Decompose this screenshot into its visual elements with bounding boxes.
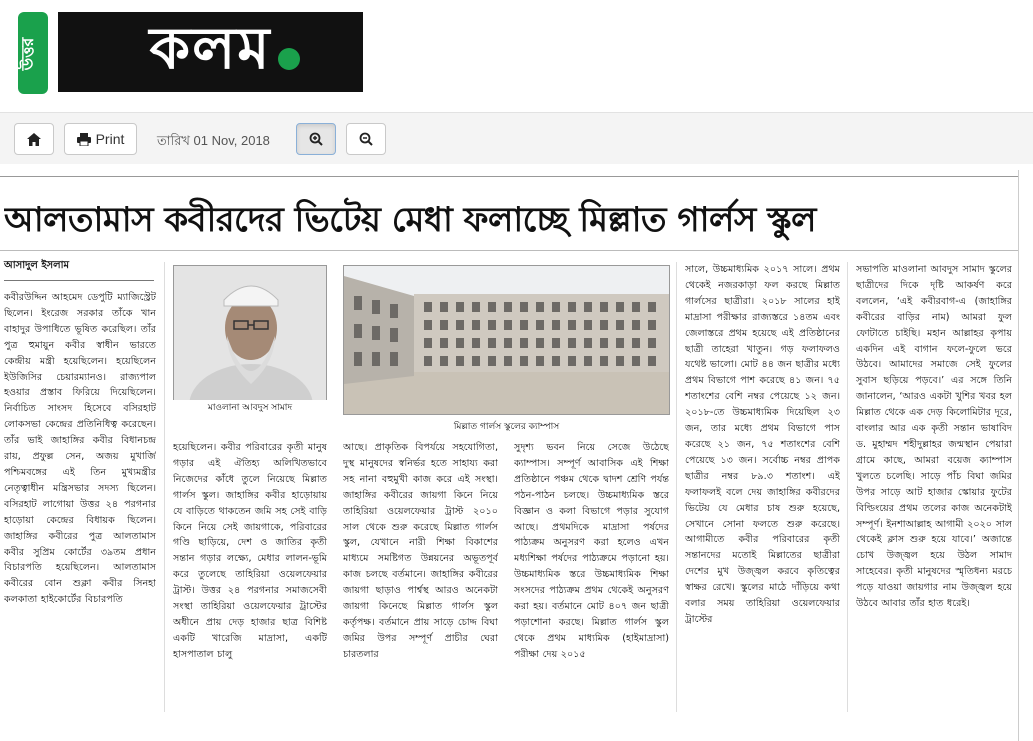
- article-column-2: হয়েছিলেন। কবীর পরিবারের কৃতী মানুষ গড়ার এই ঐতিহ্য অলিখিতভাবে নিজেদের কাঁধে তুলে নিয়েছে মিল্লাত গার্লস স্কুল। জাহাঙ্গির কবীর হাড়োয়ায় যে বাড়িতে থাকতেন জমি সহ সেই বাড়ি কিনে নিয়ে সেই জায়গাকে, পরিবারের গণ্ডি ছাড়িয়ে, দেশ ও জাতির কৃতী সন্তান গড়ার লক্ষ্যে, মেধার লালন-ভূমি করে তুলেছে তাহিরিয়া ওয়েলফেয়ার ট্রাস্ট। উত্তর ২৪ পরগনার সমাজসেবী সংস্থা তাহিরিয়া ওয়েলফেয়ার ট্রাস্টের অধীনে প্রায় দেড় হাজার ছাত্র বিশিষ্ট একটি খারেজি মাদ্রাসা, একটি হাসপাতাল চালু: [173, 442, 327, 660]
- article-headline: আলতামাস কবীরদের ভিটেয় মেধা ফলাচ্ছে মিল্লাত গার্লস স্কুল: [4, 200, 816, 240]
- page-top-rule: [0, 176, 1033, 177]
- campus-illustration: [344, 266, 670, 415]
- article-byline: আসাদুল ইসলাম: [4, 260, 70, 271]
- home-icon: [27, 133, 41, 146]
- masthead: [0, 0, 1033, 112]
- viewer-toolbar: [0, 112, 1033, 166]
- portrait-caption: মাওলানা আবদুস সামাদ: [173, 400, 327, 414]
- byline-rule: [4, 280, 154, 281]
- column-divider: [676, 262, 677, 712]
- portrait-photo: [173, 265, 327, 410]
- article-column-5: সালে, উচ্চমাধ্যমিক ২০১৭ সালে। প্রথম থেকেই নজরকাড়া ফল করছে মিল্লাত গার্লসের ছাত্রীরা। ২০১৮ সালের হাই মাদ্রাসা পরীক্ষার রাজ্যস্তরে ১৪তম এবং জেলাস্তরে প্রথম হয়েছে এই প্রতিষ্ঠানের ছাত্রী তাহেরা খাতুন। গড় ফলাফলও যথেষ্ট ভালো। মোট ৪৪ জন ছাত্রীর মধ্যে প্রথম বিভাগে পাশ করেছে ৪১ জন। ৭৫ শতাংশের বেশি নম্বর পেয়েছে ১২ জন। ২০১৮-তে উচ্চমাধ্যমিক দিয়েছিল ২৩ জন, তার মধ্যে প্রথম বিভাগে পাস করেছে ২১ জন, ৭৫ শতাংশের বেশি পেয়েছে ১৩ জন। সর্বোচ্চ নম্বর প্রাপক ছাত্রীর নম্বর ৮৯.৩ শতাংশ। এই ফলাফলই বলে দেয় জাহাঙ্গির কবীরদের ভিটেয় যে মেধার চাষ শুরু হয়েছে, সেখানে সোনা ফলতে শুরু করেছে। আগামীতে কবীর পরিবারের কৃতী সন্তানদের মতোই মিল্লাতের ছাত্রীরা দেশের মুখ উজ্জ্বল করবে কৃতিত্বের স্বাক্ষর রেখে। স্কুলের মাঠে দাঁড়িয়ে কথা বলার সময় তাহিরিয়া ওয়েলফেয়ার ট্রাস্টের: [685, 264, 840, 625]
- zoom-out-icon: [359, 132, 373, 146]
- column-divider: [164, 262, 165, 712]
- article-column-3: আছে। প্রাকৃতিক বিপর্যয়ে সহযোগিতা, দুস্থ মানুষদের স্বনির্ভর হতে সাহায্য করা সহ নানা বহুমুখী কাজ করে এই সংস্থা। জাহাঙ্গির কবীরের জায়গা কিনে নিয়ে তাহিরিয়া ওয়েলফেয়ার ট্রাস্ট ২০১০ সাল থেকে শুরু করেছে মিল্লাত গার্লস স্কুল, যেখানে নারী শিক্ষা বিকাশের মাধ্যমে সমষ্টিগত উন্নয়নের অভূতপূর্ব কাজ চলছে বর্তমানে। জাহাঙ্গির কবীরের জায়গা ছাড়াও পার্শ্বস্থ আরও অনেকটা জায়গা কিনেছে মিল্লাত গার্লস স্কুল কর্তৃপক্ষ। বর্তমানে প্রায় সাড়ে চোদ্দ বিঘা জমির উপর সম্পূর্ণ প্রাচীর ঘেরা চারতলার: [343, 442, 498, 660]
- zoom-out-button[interactable]: [346, 123, 386, 155]
- issue-date: তারিখ 01 Nov, 2018: [157, 133, 270, 148]
- article-column-6: সভাপতি মাওলানা আবদুস সামাদ স্কুলের ছাত্রীদের দিকে দৃষ্টি আকর্ষণ করে বললেন, ‘এই কবীরবাগ-এ (জাহাঙ্গির কবীরের বাড়ির নাম) আমরা ফুল ফোটাতে চাইছি। মহান আল্লাহর কৃপায় একদিন এই বাগান ফলে-ফুলে ভরে উঠবে। আমাদের সমাজে সেই ফুলের সুবাস ছড়িয়ে পড়বে।’ এর সঙ্গে তিনি জানালেন, ‘আরও একটা খুশির খবর হল মিল্লাত থেকে এক দেড় কিলোমিটার দূরে, বাংলার আর এক কৃতী সন্তান ভাষাবিদ ড. মুহাম্মদ শহীদুল্লাহর জন্মস্থান পেয়ারা গ্রামে কাছে, আমরা বয়েজ ক্যাম্পাস খুলতে চলেছি। সাড়ে পাঁচ বিঘা জমির উপর সাড়ে আট হাজার স্কোয়ার ফুটের বিল্ডিংয়ের প্রথম তলের কাজ অনেকটাই সম্পূর্ণ। ইনশাআল্লাহ আগামী ২০২০ সাল থেকেই ক্লাস শুরু হয়ে যাবে।’ অজান্তে চোখ উজ্জ্বল হয়ে উঠল সামাদ সাহেবের। কৃতী মানুষদের স্মৃতিধন্য মরচে পড়ে যাওয়া জায়গার নাম উজ্জ্বল হয়ে উঠবে আবার তাঁর হাত ধরেই।: [856, 264, 1012, 610]
- article-column-1: কবীরউদ্দিন আহমেদ ডেপুটি ম্যাজিস্ট্রেট ছিলেন। ইংরেজ সরকার তাঁকে খান বাহাদুর উপাধিতে ভূষিত করেছিল। তাঁর পুত্র হুমায়ুন কবীর স্বাধীন ভারতে কেন্দ্রীয় মন্ত্রী হয়েছিলেন। হয়েছিলেন ইউজিসির চেয়ারম্যানও। রাজ্যপাল হওয়ার প্রস্তাব ফিরিয়ে দিয়েছিলেন। নির্বাচিত সাংসদ হিসেবে বসিরহাট লোকসভা কেন্দ্রের প্রতিনিধিত্ব করেছেন। তাঁর ভাই জাহাঙ্গির কবীর বিধানচন্দ্র রায়, প্রফুল্ল সেন, অজয় মুখার্জি পশ্চিমবঙ্গের এই তিন মুখ্যমন্ত্রীর নেতৃত্বাধীন মন্ত্রিসভার সদস্য ছিলেন। বসিরহাট লাগোয়া উত্তর ২৪ পরগনার হাড়োয়া কেন্দ্রের বিধায়ক ছিলেন। জাহাঙ্গির কবীরের পুত্র আলতামাস কবীর সুপ্রিম কোর্টের ৩৯তম প্রধান বিচারপতি হয়েছিলেন। আলতামাস কবীরের বোন শুক্লা কবীর সিনহা কলকাতা হাইকোর্টের বিচারপতি: [4, 292, 156, 606]
- print-button[interactable]: [64, 123, 137, 155]
- article-column-4: সুদৃশ্য ভবন নিয়ে সেজে উঠেছে ক্যাম্পাস। সম্পূর্ণ আবাসিক এই শিক্ষা প্রতিষ্ঠানে পঞ্চম থেকে দ্বাদশ শ্রেণি পর্যন্ত পঠন-পাঠন চলছে। উচ্চমাধ্যমিক স্তরে বিজ্ঞান ও কলা বিভাগে পড়ার সুযোগ আছে। প্রথমদিকে মাদ্রাসা পর্ষদের পাঠ্যক্রম অনুসরণ করা হলেও এখন মধ্যশিক্ষা পর্ষদের পাঠ্যক্রমে পড়ানো হয়। উচ্চমাধ্যমিক স্তরে উচ্চমাধ্যমিক শিক্ষা সংসদের পাঠ্যক্রম প্রথম থেকেই অনুসরণ করা হয়। বর্তমানে মোট ৪০৭ জন ছাত্রী পড়াশোনা করছে। মিল্লাত গার্লস স্কুল থেকে প্রথম মাধ্যমিক (হাইমাদ্রাসা) পরীক্ষা দেয় ২০১৫: [514, 442, 669, 660]
- home-button[interactable]: [14, 123, 54, 155]
- portrait-illustration: [174, 266, 327, 410]
- logo-dot: [278, 48, 300, 70]
- site-logo-text: কলম: [149, 13, 272, 82]
- headline-rule: [0, 250, 1018, 251]
- zoom-in-icon: [309, 132, 323, 146]
- print-button-label: Print: [95, 131, 125, 147]
- svg-text:উত্তর: উত্তর: [18, 37, 37, 71]
- site-logo[interactable]: [58, 12, 363, 92]
- campus-caption: মিল্লাত গার্লস স্কুলের ক্যাম্পাস: [453, 422, 560, 432]
- campus-photo: [343, 265, 670, 415]
- page-right-edge: [1018, 170, 1033, 741]
- logo-sub-mark: [14, 10, 54, 96]
- printer-icon: [77, 133, 91, 146]
- zoom-in-button[interactable]: [296, 123, 336, 155]
- column-divider: [847, 262, 848, 712]
